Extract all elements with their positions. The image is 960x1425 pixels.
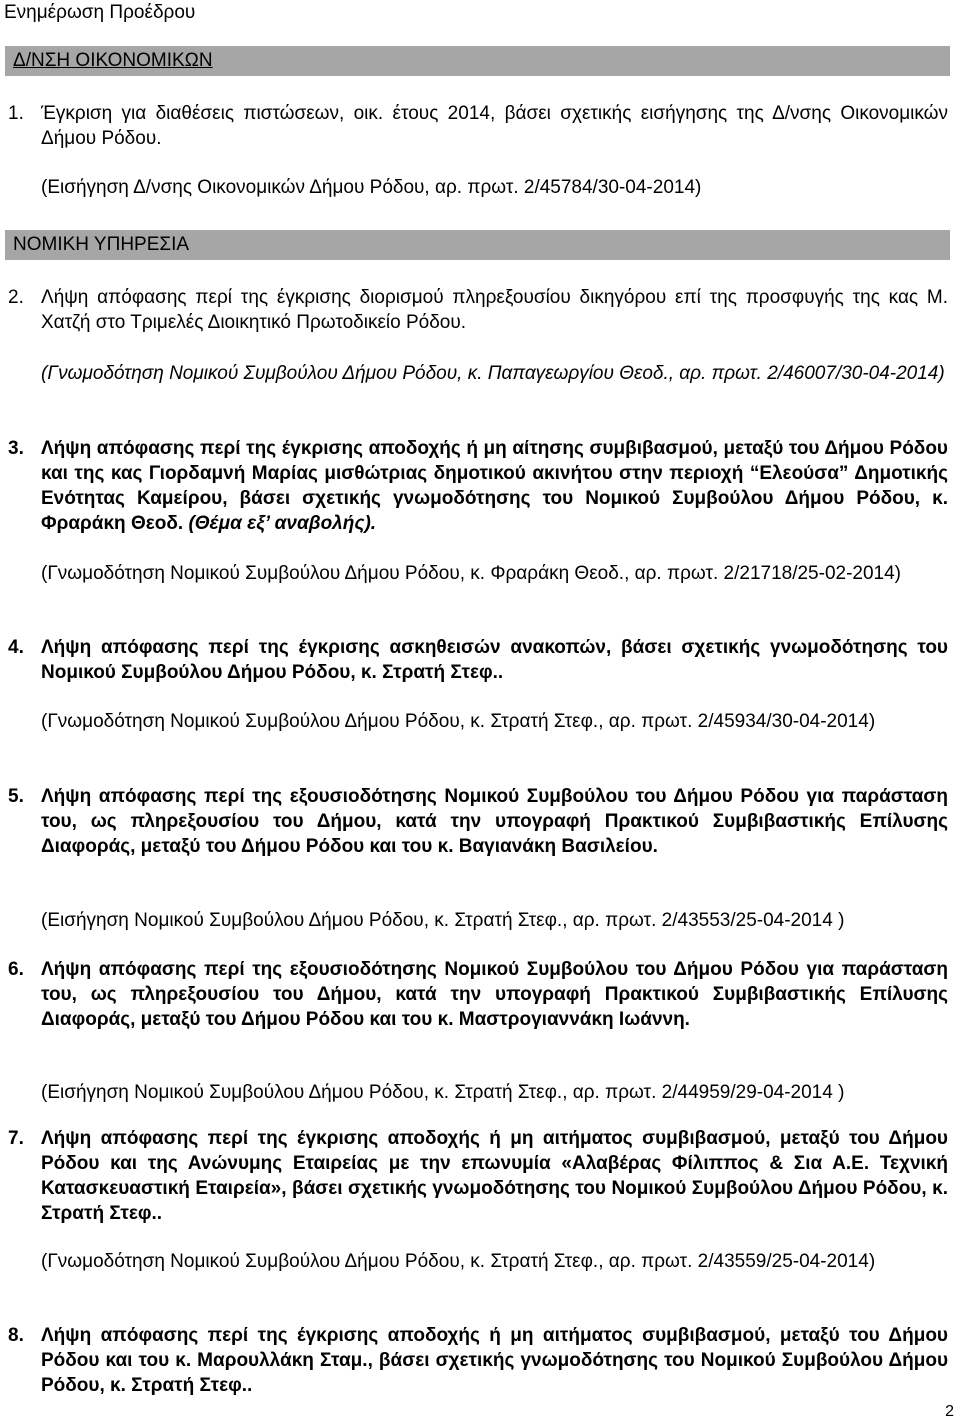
section-header-legal xyxy=(5,230,950,260)
agenda-item-2 xyxy=(8,285,948,335)
section-label: Δ/ΝΣΗ ΟΙΚΟΝΟΜΙΚΩΝ xyxy=(13,50,213,71)
agenda-item-3 xyxy=(8,436,948,536)
item-text: Λήψη απόφασης περί της έγκρισης διορισμού πληρεξουσίου δικηγόρου επί της προσφυγής της κας Μ. Χατζή στο Τριμελές Διοικητικό Πρωτοδικείο Ρόδου. xyxy=(41,287,948,333)
item-number: 3. xyxy=(8,438,24,459)
item-text-deferred: (Θέμα εξ’ αναβολής). xyxy=(188,513,377,534)
item-note: (Γνωμοδότηση Νομικού Συμβούλου Δήμου Ρόδου, κ. Στρατή Στεφ., αρ. πρωτ. 2/45934/30-04-2014) xyxy=(41,711,876,732)
item-text-main: Λήψη απόφασης περί της έγκρισης αποδοχής ή μη αίτησης συμβιβασμού, μεταξύ του Δήμου Ρόδου και της κας Γιορδαμνή Μαρίας μισθώτριας δημοτικού ακινήτου στην περιοχή “Ελεούσα” Δημοτικής Ενότητας Καμείρου, βάσει σχετικής γνωμοδότησης του Νομικού Συμβούλου Δήμου Ρόδου, κ. Φραράκη Θεοδ. xyxy=(41,438,948,534)
agenda-item-6 xyxy=(8,957,948,1032)
agenda-item-1 xyxy=(8,101,948,151)
item-text: Λήψη απόφασης περί της έγκρισης αποδοχής ή μη αιτήματος συμβιβασμού, μεταξύ του Δήμου Ρόδου και του κ. Μαρουλλάκη Σταμ., βάσει σχετικής γνωμοδότησης του Νομικού Συμβούλου Δήμου Ρόδου, κ. Στρατή Στεφ.. xyxy=(41,1325,948,1396)
item-note: (Γνωμοδότηση Νομικού Συμβούλου Δήμου Ρόδου, κ. Παπαγεωργίου Θεοδ., αρ. πρωτ. 2/46007/30-04-2014) xyxy=(41,363,945,384)
item-number: 6. xyxy=(8,959,24,980)
agenda-item-7 xyxy=(8,1126,948,1226)
item-number: 5. xyxy=(8,786,24,807)
agenda-item-4 xyxy=(8,635,948,685)
item-number: 4. xyxy=(8,637,24,658)
section-label: ΝΟΜΙΚΗ ΥΠΗΡΕΣΙΑ xyxy=(13,234,190,255)
item-text xyxy=(41,436,948,536)
item-note: (Γνωμοδότηση Νομικού Συμβούλου Δήμου Ρόδου, κ. Φραράκη Θεοδ., αρ. πρωτ. 2/21718/25-02-2014) xyxy=(41,563,902,584)
page-title: Ενημέρωση Προέδρου xyxy=(4,2,196,23)
section-header-finance xyxy=(5,46,950,76)
item-number: 8. xyxy=(8,1325,24,1346)
item-note: (Γνωμοδότηση Νομικού Συμβούλου Δήμου Ρόδου, κ. Στρατή Στεφ., αρ. πρωτ. 2/43559/25-04-2014) xyxy=(41,1251,876,1272)
item-note: (Εισήγηση Δ/νσης Οικονομικών Δήμου Ρόδου, αρ. πρωτ. 2/45784/30-04-2014) xyxy=(41,177,702,198)
item-number: 1. xyxy=(8,103,24,124)
item-number: 2. xyxy=(8,287,24,308)
item-note: (Εισήγηση Νομικού Συμβούλου Δήμου Ρόδου, κ. Στρατή Στεφ., αρ. πρωτ. 2/44959/29-04-2014 ) xyxy=(41,1082,845,1103)
agenda-item-8 xyxy=(8,1323,948,1398)
item-text: Λήψη απόφασης περί της εξουσιοδότησης Νομικού Συμβούλου του Δήμου Ρόδου για παράσταση του, ως πληρεξουσίου του Δήμου, κατά την υπογραφή Πρακτικού Συμβιβαστικής Επίλυσης Διαφοράς, μεταξύ του Δήμου Ρόδου και του κ. Μαστρογιαννάκη Ιωάννη. xyxy=(41,959,948,1030)
item-text: Λήψη απόφασης περί της έγκρισης ασκηθεισών ανακοπών, βάσει σχετικής γνωμοδότησης του Νομικού Συμβούλου Δήμου Ρόδου, κ. Στρατή Στεφ.. xyxy=(41,637,948,683)
item-note: (Εισήγηση Νομικού Συμβούλου Δήμου Ρόδου, κ. Στρατή Στεφ., αρ. πρωτ. 2/43553/25-04-2014 ) xyxy=(41,910,845,931)
item-number: 7. xyxy=(8,1128,24,1149)
agenda-item-5 xyxy=(8,784,948,859)
page-number: 2 xyxy=(945,1403,954,1420)
item-text: Λήψη απόφασης περί της έγκρισης αποδοχής ή μη αιτήματος συμβιβασμού, μεταξύ του Δήμου Ρόδου και της Ανώνυμης Εταιρείας με την επωνυμία «Αλαβέρας Φίλιππος & Σια Α.Ε. Τεχνική Κατασκευαστική Εταιρεία», βάσει σχετικής γνωμοδότησης του Νομικού Συμβούλου Δήμου Ρόδου, κ. Στρατή Στεφ.. xyxy=(41,1128,948,1224)
item-text: Έγκριση για διαθέσεις πιστώσεων, οικ. έτους 2014, βάσει σχετικής εισήγησης της Δ/νσης Οικονομικών Δήμου Ρόδου. xyxy=(41,103,948,149)
item-text: Λήψη απόφασης περί της εξουσιοδότησης Νομικού Συμβούλου του Δήμου Ρόδου για παράσταση του, ως πληρεξουσίου του Δήμου, κατά την υπογραφή Πρακτικού Συμβιβαστικής Επίλυσης Διαφοράς, μεταξύ του Δήμου Ρόδου και του κ. Βαγιανάκη Βασιλείου. xyxy=(41,786,948,857)
